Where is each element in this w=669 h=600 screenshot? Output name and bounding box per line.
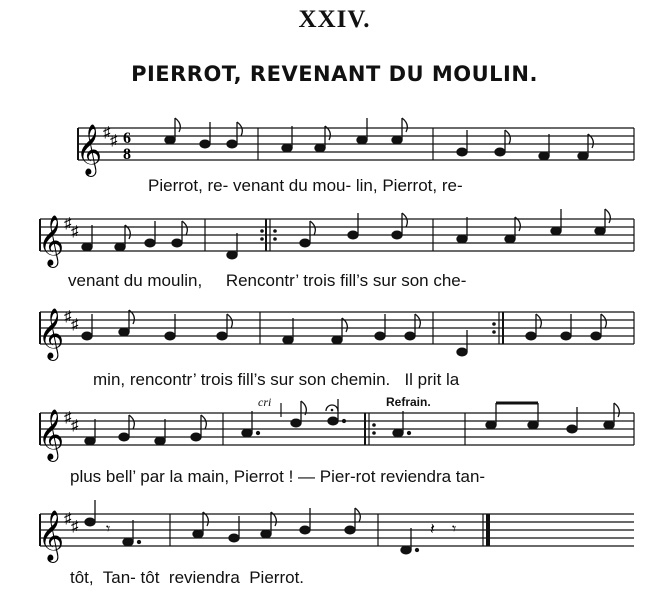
lyrics-line-5: tôt, Tan- tôt reviendra Pierrot. xyxy=(70,568,305,587)
treble-clef-icon: 𝄞 xyxy=(38,309,65,358)
time-signature-top: 6 xyxy=(123,130,131,147)
staff-2 xyxy=(0,205,669,275)
treble-clef-icon: 𝄞 xyxy=(38,216,65,265)
sharp-icon: ♯ xyxy=(64,216,72,232)
staff-5 xyxy=(0,500,669,570)
sharp-icon: ♯ xyxy=(110,133,118,149)
sharp-icon: ♯ xyxy=(71,317,79,333)
sharp-icon: ♯ xyxy=(64,410,72,426)
staff-1 xyxy=(0,110,669,180)
song-number: XXIV. xyxy=(298,6,371,33)
song-title: PIERROT, REVENANT DU MOULIN. xyxy=(131,62,538,86)
lyrics-line-4: plus bell’ par la main, Pierrot ! — Pier-rot reviendra tan- xyxy=(70,467,486,486)
staff-4 xyxy=(0,395,669,470)
staff-3 xyxy=(0,300,669,370)
music-system-4 xyxy=(0,395,669,495)
sharp-icon: ♯ xyxy=(64,511,72,527)
music-system-1 xyxy=(0,110,669,200)
time-signature-bottom: 8 xyxy=(123,146,131,163)
music-system-3 xyxy=(0,300,669,395)
annotation-refrain: Refrain. xyxy=(386,395,431,409)
sharp-icon: ♯ xyxy=(64,309,72,325)
treble-clef-icon: 𝄞 xyxy=(38,511,65,560)
sharp-icon: ♯ xyxy=(71,224,79,240)
sharp-icon: ♯ xyxy=(71,418,79,434)
eighth-rest-icon: 𝄾 xyxy=(452,521,457,538)
lyrics-line-1: Pierrot, re- venant du mou- lin, Pierrot, re- xyxy=(148,176,463,195)
music-system-2 xyxy=(0,205,669,300)
music-system-5 xyxy=(0,500,669,600)
lyrics-line-2: venant du moulin, Rencontr’ trois fill’s sur son che- xyxy=(68,271,467,290)
lyrics-line-3: min, rencontr’ trois fill’s sur son chemin. Il prit la xyxy=(93,370,460,389)
eighth-rest-icon: 𝄾 xyxy=(106,521,111,538)
quarter-rest-icon: 𝄽 xyxy=(430,521,435,538)
annotation-cri: cri xyxy=(258,395,272,409)
treble-clef-icon: 𝄞 xyxy=(76,125,103,174)
sharp-icon: ♯ xyxy=(71,519,79,535)
sharp-icon: ♯ xyxy=(103,125,111,141)
treble-clef-icon: 𝄞 xyxy=(38,410,65,459)
